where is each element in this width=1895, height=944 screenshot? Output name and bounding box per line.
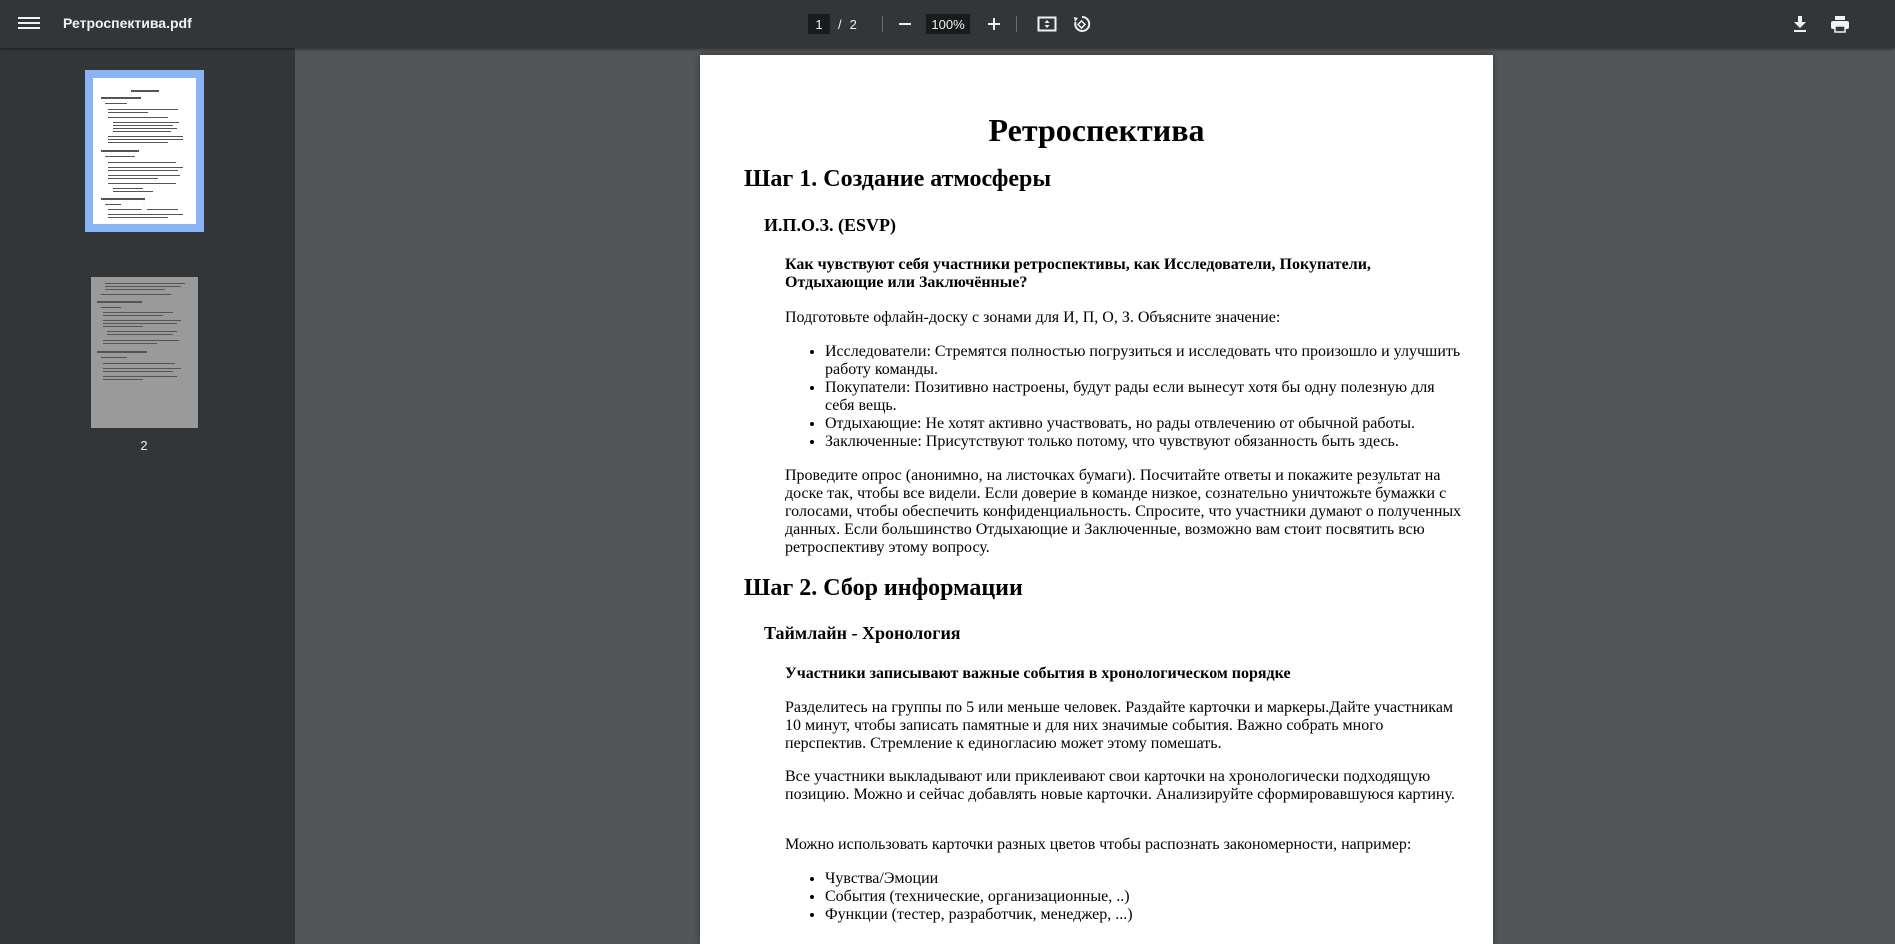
page-selector: [808, 14, 857, 34]
thumbnail-sidebar: [0, 48, 295, 944]
download-button[interactable]: [1788, 12, 1812, 36]
zoom-in-button[interactable]: [982, 12, 1006, 36]
step1-heading: Шаг 1. Создание атмосферы: [744, 166, 1052, 192]
document-title: Ретроспектива.pdf: [63, 15, 192, 31]
page-separator: /: [838, 16, 842, 32]
print-button[interactable]: [1828, 12, 1852, 36]
step2-paragraph-1: Разделитесь на группы по 5 или меньше человек. Раздайте карточки и маркеры.Дайте участникам 10 минут, чтобы записать памятные и для них значимые события. Важно собрать много перспектив. Стремление к единогласию может этому помешать.: [785, 699, 1454, 752]
list-item: • Чувства/Эмоции: [825, 870, 1465, 888]
list-item: • Отдыхающие: Не хотят активно участвовать, но рады отвлечению от обычной работы.: [825, 415, 1465, 433]
page-number-input[interactable]: [808, 14, 830, 34]
step2-paragraph-3: Можно использовать карточки разных цветов чтобы распознать закономерности, например:: [785, 836, 1412, 853]
step1-list: [785, 343, 1465, 451]
download-icon: [1792, 15, 1808, 33]
toolbar: [0, 0, 1895, 48]
list-item: • Исследователи: Стремятся полностью погрузиться и исследовать что произошло и улучшить работу команды.: [825, 343, 1465, 379]
step1-intro: Подготовьте офлайн-доску с зонами для И, П, О, З. Объясните значение:: [785, 309, 1281, 326]
thumbnail-label-1: 1: [140, 198, 148, 213]
list-item: • Заключенные: Присутствуют только потому, что чувствуют обязанность быть здесь.: [825, 433, 1465, 451]
zoom-input[interactable]: [926, 14, 970, 34]
document-page: [700, 55, 1493, 944]
step2-paragraph-2: Все участники выкладывают или приклеивают свои карточки на хронологически подходящую позицию. Можно и сейчас добавлять новые карточки. Анализируйте сформировавшуюся картину.: [785, 768, 1455, 803]
rotate-button[interactable]: [1070, 12, 1094, 36]
print-icon: [1830, 15, 1850, 33]
list-item: • События (технические, организационные, ..): [825, 888, 1465, 906]
thumbnail-label-2: 2: [140, 438, 148, 453]
step1-paragraph: Проведите опрос (анонимно, на листочках бумаги). Посчитайте ответы и покажите результат на доске так, чтобы все видели. Если доверие в команде низкое, сознательно уничтожьте бумажки с голосами, чтобы обеспечить конфиденциальность. Спросите, что участники думают о полученных данных. Если большинство Отдыхающие и Заключенные, возможно вам стоит посвятить всю ретроспективу этому вопросу.: [785, 467, 1462, 556]
page-thumbnail-2[interactable]: [91, 277, 198, 428]
toolbar-divider: [1016, 16, 1017, 32]
step1-question: Как чувствуют себя участники ретроспективы, как Исследователи, Покупатели, Отдыхающие или Заключённые?: [785, 256, 1371, 291]
page-title: Ретроспектива: [988, 112, 1205, 148]
step2-heading: Шаг 2. Сбор информации: [744, 575, 1023, 601]
fit-to-page-button[interactable]: [1035, 12, 1059, 36]
total-pages: 2: [849, 16, 857, 32]
list-item: • Покупатели: Позитивно настроены, будут рады если вынесут хотя бы одну полезную для себя вещь.: [825, 379, 1465, 415]
step2-list: [785, 870, 1465, 924]
fit-page-icon: [1037, 15, 1057, 33]
list-item: • Функции (тестер, разработчик, менеджер, ...): [825, 906, 1465, 924]
menu-icon[interactable]: [18, 14, 40, 34]
toolbar-divider: [882, 16, 883, 32]
plus-icon: [987, 17, 1001, 31]
step2-lead: Участники записывают важные события в хронологическом порядке: [785, 665, 1291, 682]
zoom-out-button[interactable]: [893, 12, 917, 36]
minus-icon: [898, 17, 912, 31]
rotate-icon: [1072, 14, 1092, 34]
step2-subheading: Таймлайн - Хронология: [764, 623, 961, 643]
step1-subheading: И.П.О.З. (ESVP): [764, 215, 897, 235]
